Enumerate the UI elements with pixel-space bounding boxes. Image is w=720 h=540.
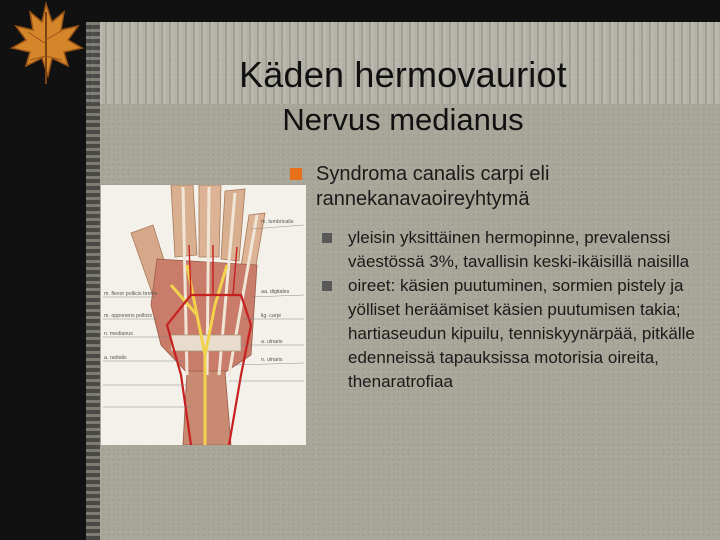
left-texture-edge [86,22,100,540]
sub-bullet-item [322,226,712,274]
label-right-5: n. ulnaris [261,357,283,363]
label-right-2: aa. digitales [261,289,290,295]
bullet-square-icon [322,281,332,291]
sub-bullet-item [322,274,712,394]
label-right-1: m. lumbricalis [261,219,294,225]
slide-subtitle: Nervus medianus [282,102,524,137]
hand-anatomy-illustration [101,185,306,445]
label-left-3: n. medianus [104,331,133,337]
slide-title: Käden hermovauriot [239,54,567,95]
sub-bullet-list [322,226,712,394]
label-left-2: m. opponens pollicis [104,313,152,319]
label-right-3: lig. carpi [261,313,281,319]
label-right-4: a. ulnaris [261,339,283,345]
sub-bullet-text: oireet: käsien puutuminen, sormien pistely ja yölliset heräämiset käsien puutumisen takia; hartiaseudun kipuilu, tenniskyynärpää, pitkälle edenneissä tapauksissa motorisia oireita, thenaratrofiaa [348,276,695,391]
label-left-1: m. flexor pollicis brevis [104,291,158,297]
main-bullet-text: Syndroma canalis carpi eli rannekanavaoireyhtymä [316,163,550,210]
main-bullet [290,162,720,212]
sub-bullet-text: yleisin yksittäinen hermopinne, prevalenssi väestössä 3%, tavallisin keski-ikäisillä naisilla [348,228,690,271]
maple-leaf-icon [6,0,84,86]
label-left-4: a. radialis [104,355,127,361]
bullet-square-icon [290,168,302,180]
bullet-square-icon [322,233,332,243]
